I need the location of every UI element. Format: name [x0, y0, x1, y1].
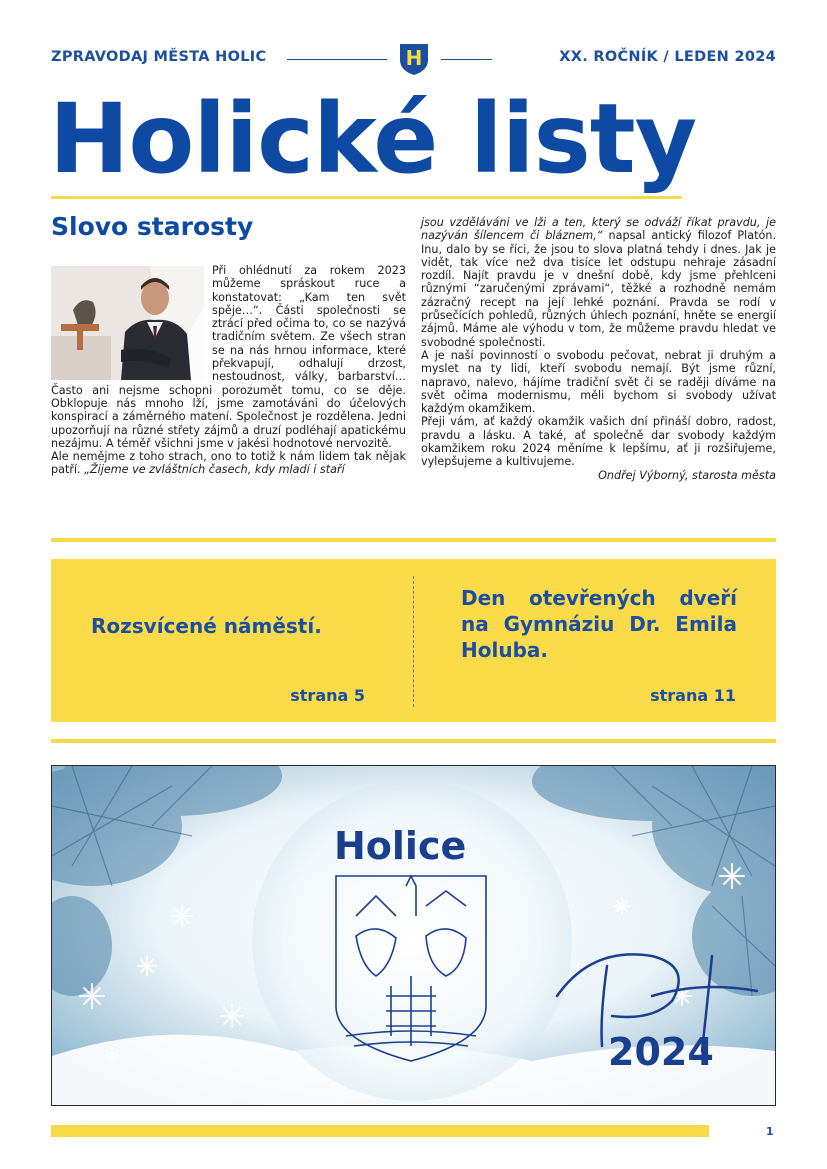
masthead-line-left [287, 59, 387, 60]
page-number: 1 [766, 1125, 774, 1138]
editorial-column-left [51, 264, 406, 477]
paragraph-text: Ale nemějme z toho strach, ono to totiž k nám lidem tak nějak patří. [51, 450, 406, 477]
card-year: 2024 [608, 1030, 714, 1074]
photo-wrap-space [51, 264, 212, 380]
masthead-line-right [441, 59, 492, 60]
editorial-signature: Ondřej Výborný, starosta města [598, 468, 776, 482]
section-rule-bottom [51, 739, 776, 743]
editorial-heading: Slovo starosty [51, 212, 254, 241]
editorial-paragraph: Při ohlédnutí za rokem 2023 můžeme spráskout ruce a konstatovat: „Kam ten svět spěje…“. Části společnosti se ztrácí před očima to, co se nazývá tradičním světem. Ze všech stran se na nás hrnou informace, které překvapují, odhalují drzost, nestoudnost, války, barbarství… Často ani nejsme schopni porozumět tomu, co se děje. Obklopuje nás mnoho lží, jsme zamotáváni do účelových konspirací a záměrného matení. Společnost je rozdělena. Jedni upozorňují na různé střety zájmů a druzí podléhají apatickému nezájmu. A téměř všichni jsme v jakési hodnotové nervozitě. [51, 264, 406, 450]
crest-letter: H [405, 46, 423, 70]
pf-2024-card [51, 765, 776, 1106]
editorial-paragraph [421, 216, 776, 349]
editorial-paragraph: Přeji vám, ať každý okamžik vašich dní přináší dobro, radost, pravdu a lásku. A také, ať společně dar svobody každým okamžikem roku 2024 měníme k lepšímu, ať ji rozšiřujeme, vylepšujeme a kultivujeme. [421, 415, 776, 469]
teaser-left-page[interactable]: strana 5 [290, 686, 365, 705]
newsletter-title: Holické listy [49, 83, 697, 195]
teaser-left-title[interactable]: Rozsvícené náměstí. [91, 614, 322, 638]
editorial-paragraph: A je naší povinností o svobodu pečovat, nebrat ji druhým a myslet na ty lidi, kteří svobodu nemají. Být jsme různí, napravo, nalevo, hájíme tradiční svět či se raději díváme na svět očima modernismu, měli bychom si svobody užívat každým okamžikem. [421, 348, 776, 416]
card-city-name: Holice [334, 824, 467, 868]
teaser-right-page[interactable]: strana 11 [650, 686, 736, 705]
teaser-right-title[interactable]: Den otevřených dveří na Gymnáziu Dr. Emila Holuba. [461, 586, 737, 662]
issue-info: XX. ROČNÍK / LEDEN 2024 [559, 49, 776, 65]
editorial-column-right [421, 216, 776, 482]
platon-quote: jsou vzděláváni ve lži a ten, který se odváží říkat pravdu, je nazýván šílencem či bláznem,“ [421, 216, 776, 243]
teaser-divider [413, 576, 414, 707]
section-rule-top [51, 538, 776, 542]
publication-name: ZPRAVODAJ MĚSTA HOLIC [51, 49, 267, 65]
platon-quote: „Žijeme ve zvláštních časech, kdy mladí i staří [84, 463, 345, 477]
footer-bar [51, 1125, 709, 1137]
title-underline [51, 196, 682, 199]
editorial-paragraph [51, 450, 406, 477]
paragraph-text: napsal antický filozof Platón. Inu, dalo by se říci, že jsou to slova platná tehdy i dnes. Jak je vidět, tak více než dva tisíce let odstupu nehraje zásadní rozdíl. Najít pravdu je v dnešní době, kdy jsme přehlceni různými “zaručenými zprávami“, těžké a rozhodně nemám zázračný recept na její lehké poznání. Pravda se rodí v průsečících pohledů, různých úhlech poznání, hněte se energií zájmů. Máme ale výhodu v tom, že můžeme pravdu hledat ve svobodné společnosti. [421, 229, 776, 349]
city-crest-icon [398, 42, 430, 76]
